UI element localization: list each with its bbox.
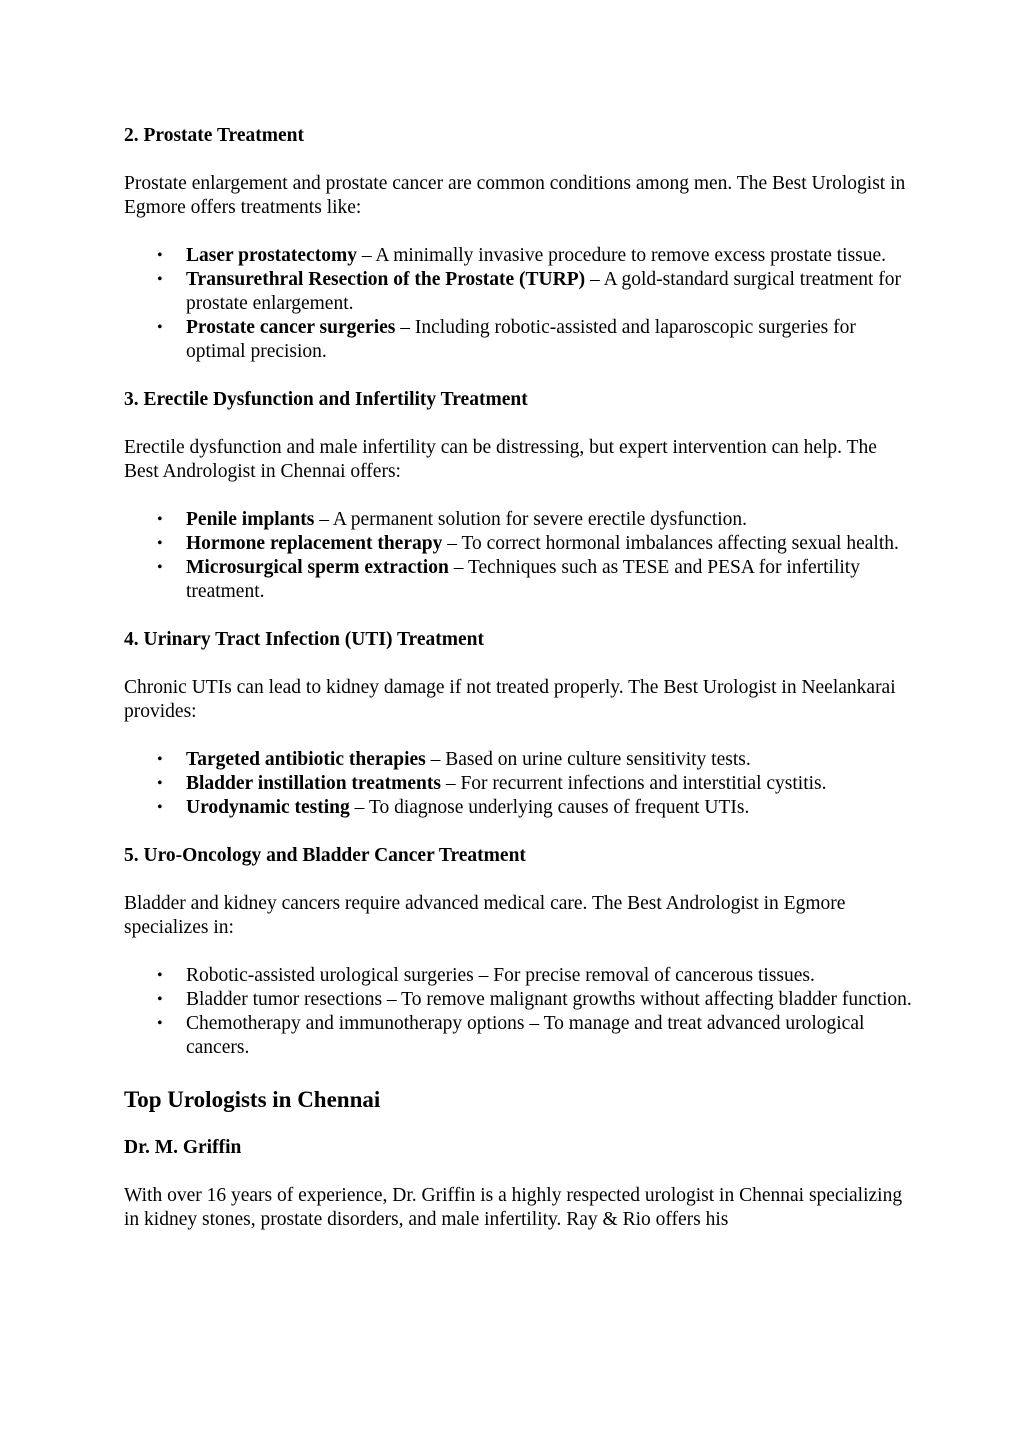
list-item: [157, 316, 914, 364]
list-item-desc: – A gold-standard surgical treatment for prostate enlargement.: [186, 269, 902, 314]
top-urologists-heading: Top Urologists in Chennai: [124, 1087, 381, 1112]
bullet-icon: •: [157, 967, 163, 984]
list-item-desc: Robotic-assisted urological surgeries – For precise removal of cancerous tissues.: [186, 965, 815, 986]
list-item-desc: – Techniques such as TESE and PESA for infertility treatment.: [186, 557, 860, 602]
list-item: [157, 772, 914, 796]
list-item: [157, 532, 914, 556]
section-heading: 5. Uro-Oncology and Bladder Cancer Treatment: [124, 845, 526, 866]
bullet-icon: •: [157, 751, 163, 768]
doctor-name: Dr. M. Griffin: [124, 1137, 242, 1158]
section-prostate: [124, 124, 914, 388]
treatment-list: [124, 964, 914, 1060]
section-intro: Erectile dysfunction and male infertility can be distressing, but expert intervention can help. The Best Andrologist in Chennai offers:: [124, 437, 877, 482]
treatment-list: [124, 508, 914, 604]
treatment-list: [124, 244, 914, 364]
list-item-desc: – To diagnose underlying causes of frequent UTIs.: [349, 797, 750, 818]
list-item-desc: – Including robotic-assisted and laparoscopic surgeries for optimal precision.: [186, 317, 856, 362]
bullet-icon: •: [157, 511, 163, 528]
list-item: [157, 556, 914, 604]
list-item-term: Microsurgical sperm extraction: [186, 557, 449, 578]
bullet-icon: •: [157, 799, 163, 816]
list-item-desc: Bladder tumor resections – To remove malignant growths without affecting bladder function.: [186, 989, 912, 1010]
list-item-term: Bladder instillation treatments: [186, 773, 441, 794]
bullet-icon: •: [157, 991, 163, 1008]
section-intro: Chronic UTIs can lead to kidney damage if not treated properly. The Best Urologist in Neelankarai provides:: [124, 677, 896, 722]
list-item-term: Prostate cancer surgeries: [186, 317, 396, 338]
section-heading: 3. Erectile Dysfunction and Infertility Treatment: [124, 389, 528, 410]
list-item-term: Transurethral Resection of the Prostate (TURP): [186, 269, 586, 290]
treatment-list: [124, 748, 914, 820]
list-item-term: Hormone replacement therapy: [186, 533, 443, 554]
list-item: [157, 268, 914, 316]
bullet-icon: •: [157, 1015, 163, 1032]
list-item: [157, 1012, 914, 1060]
list-item-term: Laser prostatectomy: [186, 245, 357, 266]
list-item-desc: – For recurrent infections and interstitial cystitis.: [440, 773, 827, 794]
list-item-term: Urodynamic testing: [186, 797, 350, 818]
list-item-term: Penile implants: [186, 509, 315, 530]
list-item-term: Targeted antibiotic therapies: [186, 749, 426, 770]
section-uro-oncology: [124, 844, 914, 1060]
bullet-icon: •: [157, 535, 163, 552]
section-heading: 2. Prostate Treatment: [124, 125, 304, 146]
list-item-desc: – To correct hormonal imbalances affecting sexual health.: [442, 533, 899, 554]
bullet-icon: •: [157, 271, 163, 288]
list-item: [157, 964, 914, 988]
list-item: [157, 988, 914, 1012]
section-heading: 4. Urinary Tract Infection (UTI) Treatment: [124, 629, 484, 650]
doctor-bio: With over 16 years of experience, Dr. Griffin is a highly respected urologist in Chennai specializing in kidney stones, prostate disorders, and male infertility. Ray & Rio offers his: [124, 1185, 903, 1230]
list-item: [157, 244, 914, 268]
list-item-desc: – A permanent solution for severe erectile dysfunction.: [314, 509, 748, 530]
bullet-icon: •: [157, 319, 163, 336]
section-uti: [124, 628, 914, 844]
bullet-icon: •: [157, 775, 163, 792]
list-item: [157, 508, 914, 532]
list-item-desc: Chemotherapy and immunotherapy options – To manage and treat advanced urological cancers.: [186, 1013, 865, 1058]
bullet-icon: •: [157, 559, 163, 576]
list-item: [157, 748, 914, 772]
section-erectile-dysfunction: [124, 388, 914, 628]
list-item-desc: – Based on urine culture sensitivity tests.: [425, 749, 751, 770]
bullet-icon: •: [157, 247, 163, 264]
section-intro: Prostate enlargement and prostate cancer are common conditions among men. The Best Urologist in Egmore offers treatments like:: [124, 173, 906, 218]
section-intro: Bladder and kidney cancers require advanced medical care. The Best Andrologist in Egmore specializes in:: [124, 893, 846, 938]
document-page: [124, 124, 914, 1232]
list-item-desc: – A minimally invasive procedure to remove excess prostate tissue.: [356, 245, 887, 266]
list-item: [157, 796, 914, 820]
